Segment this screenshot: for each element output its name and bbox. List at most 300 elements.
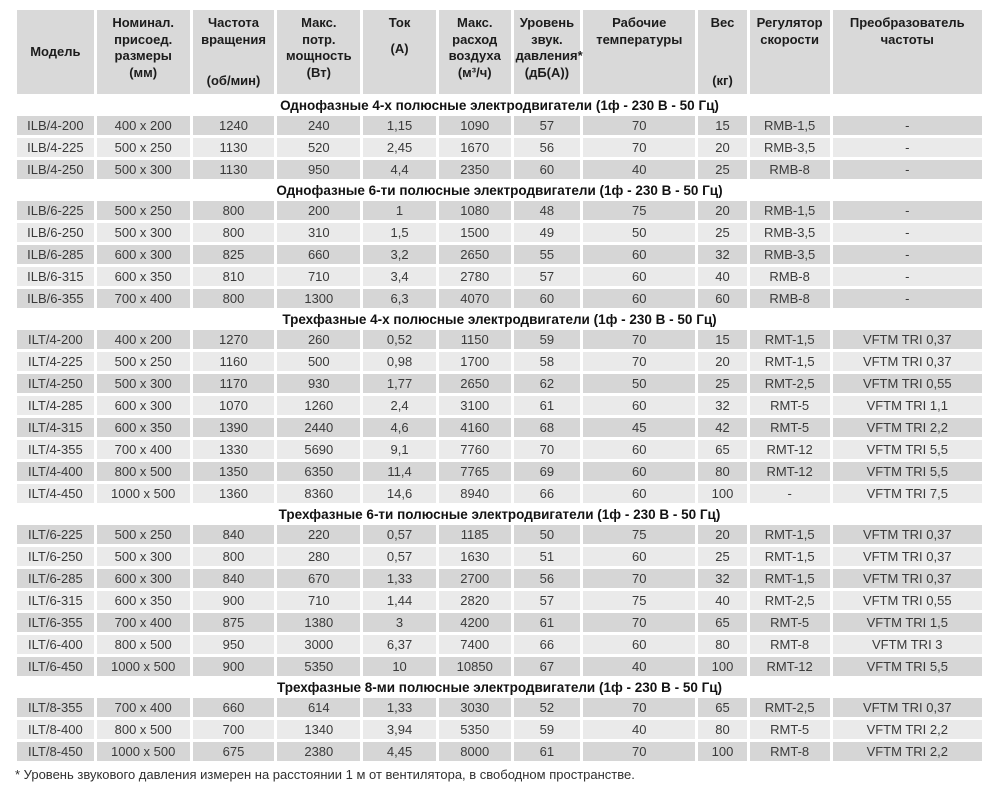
cell: 500 x 250: [97, 525, 190, 544]
table-row: [17, 138, 982, 157]
cell: 700 x 400: [97, 698, 190, 717]
table-row: [17, 591, 982, 610]
cell: 60: [583, 267, 695, 286]
cell: 100: [698, 484, 746, 503]
cell: 9,1: [363, 440, 436, 459]
cell: 7765: [439, 462, 511, 481]
cell: RMB-3,5: [750, 138, 830, 157]
table-row: [17, 742, 982, 761]
table-row: [17, 330, 982, 349]
cell: RMT-2,5: [750, 591, 830, 610]
section-header-row: [17, 506, 982, 522]
col-header-speed-regulator: [750, 10, 830, 94]
cell: 1,77: [363, 374, 436, 393]
cell: VFTM TRI 0,37: [833, 698, 982, 717]
cell: 8000: [439, 742, 511, 761]
cell: 2780: [439, 267, 511, 286]
cell: RMT-2,5: [750, 374, 830, 393]
table-row: [17, 569, 982, 588]
cell: RMB-1,5: [750, 116, 830, 135]
table-row: [17, 396, 982, 415]
cell: 0,98: [363, 352, 436, 371]
cell: 600 x 300: [97, 245, 190, 264]
cell: 930: [277, 374, 360, 393]
cell: 810: [193, 267, 275, 286]
cell: 60: [583, 484, 695, 503]
cell: 6350: [277, 462, 360, 481]
cell: 42: [698, 418, 746, 437]
cell: 62: [514, 374, 581, 393]
cell: 70: [583, 330, 695, 349]
col-header-max-airflow: [439, 10, 511, 94]
table-row: [17, 160, 982, 179]
cell: 32: [698, 245, 746, 264]
cell: 56: [514, 569, 581, 588]
cell: 60: [583, 462, 695, 481]
cell: 3,94: [363, 720, 436, 739]
cell: 20: [698, 138, 746, 157]
cell: 1150: [439, 330, 511, 349]
cell: 600 x 300: [97, 569, 190, 588]
col-title: Модель: [30, 43, 81, 59]
cell: 57: [514, 267, 581, 286]
col-unit: (об/мин): [206, 72, 261, 88]
table-row: [17, 352, 982, 371]
cell: VFTM TRI 0,37: [833, 569, 982, 588]
cell: 6,3: [363, 289, 436, 308]
cell: 500 x 250: [97, 352, 190, 371]
cell: 69: [514, 462, 581, 481]
footnote: * Уровень звукового давления измерен на расстоянии 1 м от вентилятора, в свободном пространстве.: [15, 767, 635, 782]
cell: 4,4: [363, 160, 436, 179]
cell: 80: [698, 635, 746, 654]
cell: 840: [193, 569, 275, 588]
cell: 950: [193, 635, 275, 654]
cell: 670: [277, 569, 360, 588]
section-header-row: [17, 311, 982, 327]
cell: 0,52: [363, 330, 436, 349]
cell: ILB/6-285: [17, 245, 94, 264]
cell: VFTM TRI 2,2: [833, 742, 982, 761]
cell: 60: [514, 289, 581, 308]
col-header-rotation-speed: [193, 10, 275, 94]
cell: 4200: [439, 613, 511, 632]
cell: 520: [277, 138, 360, 157]
section-header-row: [17, 182, 982, 198]
cell: 1070: [193, 396, 275, 415]
cell: 1000 x 500: [97, 657, 190, 676]
cell: 60: [583, 245, 695, 264]
col-title: Уровень звук. давления* (дБ(А)): [515, 15, 583, 80]
cell: 700 x 400: [97, 613, 190, 632]
cell: RMB-1,5: [750, 201, 830, 220]
cell: 58: [514, 352, 581, 371]
cell: 70: [583, 613, 695, 632]
cell: ILT/8-355: [17, 698, 94, 717]
cell: 40: [698, 267, 746, 286]
cell: 500 x 300: [97, 160, 190, 179]
cell: RMT-12: [750, 657, 830, 676]
cell: 50: [514, 525, 581, 544]
cell: 700 x 400: [97, 440, 190, 459]
col-header-weight: [698, 10, 746, 94]
cell: 600 x 350: [97, 591, 190, 610]
cell: ILT/4-355: [17, 440, 94, 459]
cell: -: [833, 116, 982, 135]
cell: 600 x 350: [97, 267, 190, 286]
cell: 75: [583, 591, 695, 610]
cell: 710: [277, 591, 360, 610]
cell: ILT/4-285: [17, 396, 94, 415]
cell: -: [833, 245, 982, 264]
col-title: Ток: [388, 15, 411, 30]
cell: ILB/6-225: [17, 201, 94, 220]
table-row: [17, 201, 982, 220]
cell: 25: [698, 223, 746, 242]
cell: ILT/4-250: [17, 374, 94, 393]
table-row: [17, 547, 982, 566]
cell: ILT/6-450: [17, 657, 94, 676]
col-header-model: [17, 10, 94, 94]
cell: 500: [277, 352, 360, 371]
cell: 4,6: [363, 418, 436, 437]
cell: 660: [277, 245, 360, 264]
cell: ILB/4-200: [17, 116, 94, 135]
cell: 1,44: [363, 591, 436, 610]
cell: RMB-3,5: [750, 245, 830, 264]
cell: 900: [193, 657, 275, 676]
cell: 20: [698, 525, 746, 544]
cell: 0,57: [363, 525, 436, 544]
cell: RMT-5: [750, 418, 830, 437]
cell: ILT/6-355: [17, 613, 94, 632]
cell: RMT-1,5: [750, 352, 830, 371]
cell: 1270: [193, 330, 275, 349]
cell: ILT/6-315: [17, 591, 94, 610]
cell: 11,4: [363, 462, 436, 481]
cell: VFTM TRI 2,2: [833, 720, 982, 739]
cell: 280: [277, 547, 360, 566]
cell: RMT-2,5: [750, 698, 830, 717]
cell: 25: [698, 160, 746, 179]
fan-spec-table: [14, 7, 985, 764]
cell: VFTM TRI 0,37: [833, 352, 982, 371]
section-header: Однофазные 4-х полюсные электродвигатели (1ф - 230 В - 50 Гц): [17, 97, 982, 113]
cell: 70: [583, 569, 695, 588]
cell: 10: [363, 657, 436, 676]
cell: 3,4: [363, 267, 436, 286]
table-row: [17, 374, 982, 393]
cell: VFTM TRI 0,37: [833, 547, 982, 566]
cell: 59: [514, 720, 581, 739]
cell: 57: [514, 116, 581, 135]
cell: VFTM TRI 0,37: [833, 330, 982, 349]
cell: 2440: [277, 418, 360, 437]
cell: 614: [277, 698, 360, 717]
col-title: Макс. потр. мощность (Вт): [286, 15, 352, 80]
col-header-frequency-converter: [833, 10, 982, 94]
cell: 70: [583, 138, 695, 157]
cell: RMB-8: [750, 267, 830, 286]
cell: ILB/6-315: [17, 267, 94, 286]
cell: -: [750, 484, 830, 503]
cell: 950: [277, 160, 360, 179]
cell: VFTM TRI 7,5: [833, 484, 982, 503]
cell: 1090: [439, 116, 511, 135]
cell: -: [833, 160, 982, 179]
cell: 0,57: [363, 547, 436, 566]
cell: 15: [698, 116, 746, 135]
cell: RMB-8: [750, 289, 830, 308]
col-unit: (А): [390, 40, 409, 56]
cell: 60: [583, 635, 695, 654]
cell: RMT-12: [750, 440, 830, 459]
cell: 4160: [439, 418, 511, 437]
cell: RMT-1,5: [750, 330, 830, 349]
cell: 61: [514, 396, 581, 415]
cell: 3: [363, 613, 436, 632]
cell: 2700: [439, 569, 511, 588]
cell: ILT/4-400: [17, 462, 94, 481]
cell: 660: [193, 698, 275, 717]
cell: 710: [277, 267, 360, 286]
cell: 700: [193, 720, 275, 739]
cell: VFTM TRI 2,2: [833, 418, 982, 437]
cell: 7760: [439, 440, 511, 459]
cell: 1130: [193, 160, 275, 179]
cell: RMT-5: [750, 613, 830, 632]
cell: 70: [583, 698, 695, 717]
cell: 500 x 250: [97, 138, 190, 157]
cell: 5350: [439, 720, 511, 739]
cell: 2650: [439, 374, 511, 393]
cell: RMT-12: [750, 462, 830, 481]
cell: 32: [698, 569, 746, 588]
cell: 2650: [439, 245, 511, 264]
cell: RMB-3,5: [750, 223, 830, 242]
col-title: Рабочие температуры: [596, 15, 683, 47]
cell: 5350: [277, 657, 360, 676]
cell: 500 x 300: [97, 547, 190, 566]
cell: 1,33: [363, 569, 436, 588]
cell: 800: [193, 201, 275, 220]
cell: 55: [514, 245, 581, 264]
cell: 40: [698, 591, 746, 610]
cell: 800 x 500: [97, 462, 190, 481]
cell: 500 x 250: [97, 201, 190, 220]
cell: -: [833, 223, 982, 242]
cell: 2,4: [363, 396, 436, 415]
cell: 400 x 200: [97, 330, 190, 349]
cell: 70: [583, 742, 695, 761]
section-header: Однофазные 6-ти полюсные электродвигатели (1ф - 230 В - 50 Гц): [17, 182, 982, 198]
cell: 48: [514, 201, 581, 220]
col-title: Частота вращения: [201, 15, 266, 47]
cell: VFTM TRI 5,5: [833, 440, 982, 459]
cell: 45: [583, 418, 695, 437]
cell: RMT-5: [750, 396, 830, 415]
cell: 1,33: [363, 698, 436, 717]
cell: 15: [698, 330, 746, 349]
table-row: [17, 657, 982, 676]
cell: 1700: [439, 352, 511, 371]
cell: 25: [698, 374, 746, 393]
cell: 65: [698, 698, 746, 717]
cell: 65: [698, 440, 746, 459]
cell: 800 x 500: [97, 635, 190, 654]
cell: 59: [514, 330, 581, 349]
cell: 20: [698, 201, 746, 220]
table-row: [17, 698, 982, 717]
cell: 310: [277, 223, 360, 242]
cell: 1350: [193, 462, 275, 481]
cell: 1170: [193, 374, 275, 393]
cell: 60: [698, 289, 746, 308]
cell: VFTM TRI 0,55: [833, 591, 982, 610]
cell: 65: [698, 613, 746, 632]
cell: ILT/4-315: [17, 418, 94, 437]
cell: 500 x 300: [97, 223, 190, 242]
cell: 68: [514, 418, 581, 437]
cell: VFTM TRI 5,5: [833, 462, 982, 481]
cell: VFTM TRI 0,37: [833, 525, 982, 544]
cell: VFTM TRI 1,5: [833, 613, 982, 632]
cell: ILB/4-225: [17, 138, 94, 157]
cell: 56: [514, 138, 581, 157]
cell: ILT/4-200: [17, 330, 94, 349]
col-title: Вес: [710, 15, 735, 30]
cell: 25: [698, 547, 746, 566]
cell: 2820: [439, 591, 511, 610]
cell: 8360: [277, 484, 360, 503]
cell: ILT/6-285: [17, 569, 94, 588]
cell: VFTM TRI 5,5: [833, 657, 982, 676]
section-header-row: [17, 97, 982, 113]
cell: 75: [583, 525, 695, 544]
cell: 1360: [193, 484, 275, 503]
cell: 800: [193, 223, 275, 242]
cell: 10850: [439, 657, 511, 676]
cell: ILB/4-250: [17, 160, 94, 179]
cell: 1260: [277, 396, 360, 415]
table-row: [17, 484, 982, 503]
cell: RMT-8: [750, 635, 830, 654]
table-body: [17, 97, 982, 761]
cell: 75: [583, 201, 695, 220]
cell: 60: [583, 289, 695, 308]
cell: 66: [514, 484, 581, 503]
cell: 1340: [277, 720, 360, 739]
cell: 3100: [439, 396, 511, 415]
table-row: [17, 613, 982, 632]
section-header-row: [17, 679, 982, 695]
col-header-current: [363, 10, 436, 94]
cell: 500 x 300: [97, 374, 190, 393]
table-row: [17, 289, 982, 308]
cell: 1130: [193, 138, 275, 157]
cell: 200: [277, 201, 360, 220]
cell: RMT-1,5: [750, 525, 830, 544]
cell: 61: [514, 613, 581, 632]
cell: 1330: [193, 440, 275, 459]
cell: 1390: [193, 418, 275, 437]
cell: -: [833, 201, 982, 220]
table-row: [17, 525, 982, 544]
cell: 60: [583, 440, 695, 459]
cell: 1630: [439, 547, 511, 566]
cell: 1000 x 500: [97, 742, 190, 761]
cell: 50: [583, 223, 695, 242]
section-header: Трехфазные 8-ми полюсные электродвигатели (1ф - 230 В - 50 Гц): [17, 679, 982, 695]
cell: 60: [583, 396, 695, 415]
cell: 4070: [439, 289, 511, 308]
cell: 70: [583, 116, 695, 135]
cell: 1300: [277, 289, 360, 308]
cell: 2380: [277, 742, 360, 761]
cell: -: [833, 138, 982, 157]
cell: 400 x 200: [97, 116, 190, 135]
cell: 7400: [439, 635, 511, 654]
cell: 2,45: [363, 138, 436, 157]
cell: ILT/4-450: [17, 484, 94, 503]
table-row: [17, 635, 982, 654]
cell: ILB/6-355: [17, 289, 94, 308]
cell: 100: [698, 657, 746, 676]
cell: 40: [583, 657, 695, 676]
section-header: Трехфазные 4-х полюсные электродвигатели (1ф - 230 В - 50 Гц): [17, 311, 982, 327]
col-header-sound-level: [514, 10, 581, 94]
cell: -: [833, 289, 982, 308]
table-row: [17, 418, 982, 437]
cell: RMT-5: [750, 720, 830, 739]
cell: 825: [193, 245, 275, 264]
cell: 240: [277, 116, 360, 135]
cell: VFTM TRI 3: [833, 635, 982, 654]
cell: 40: [583, 160, 695, 179]
cell: 800 x 500: [97, 720, 190, 739]
table-row: [17, 223, 982, 242]
cell: ILT/4-225: [17, 352, 94, 371]
cell: 675: [193, 742, 275, 761]
cell: 800: [193, 547, 275, 566]
cell: 1,5: [363, 223, 436, 242]
cell: 57: [514, 591, 581, 610]
table-row: [17, 116, 982, 135]
table-row: [17, 720, 982, 739]
cell: 3,2: [363, 245, 436, 264]
cell: 1160: [193, 352, 275, 371]
cell: 66: [514, 635, 581, 654]
cell: 1380: [277, 613, 360, 632]
cell: 49: [514, 223, 581, 242]
cell: 70: [583, 352, 695, 371]
cell: 600 x 350: [97, 418, 190, 437]
cell: 220: [277, 525, 360, 544]
cell: 50: [583, 374, 695, 393]
cell: 2350: [439, 160, 511, 179]
cell: 1,15: [363, 116, 436, 135]
cell: ILT/8-450: [17, 742, 94, 761]
cell: 51: [514, 547, 581, 566]
cell: RMT-1,5: [750, 547, 830, 566]
cell: 32: [698, 396, 746, 415]
col-title: Регулятор скорости: [756, 15, 823, 47]
col-title: Макс. расход воздуха (м³/ч): [448, 15, 501, 80]
cell: 1670: [439, 138, 511, 157]
cell: 1000 x 500: [97, 484, 190, 503]
cell: 67: [514, 657, 581, 676]
cell: 14,6: [363, 484, 436, 503]
